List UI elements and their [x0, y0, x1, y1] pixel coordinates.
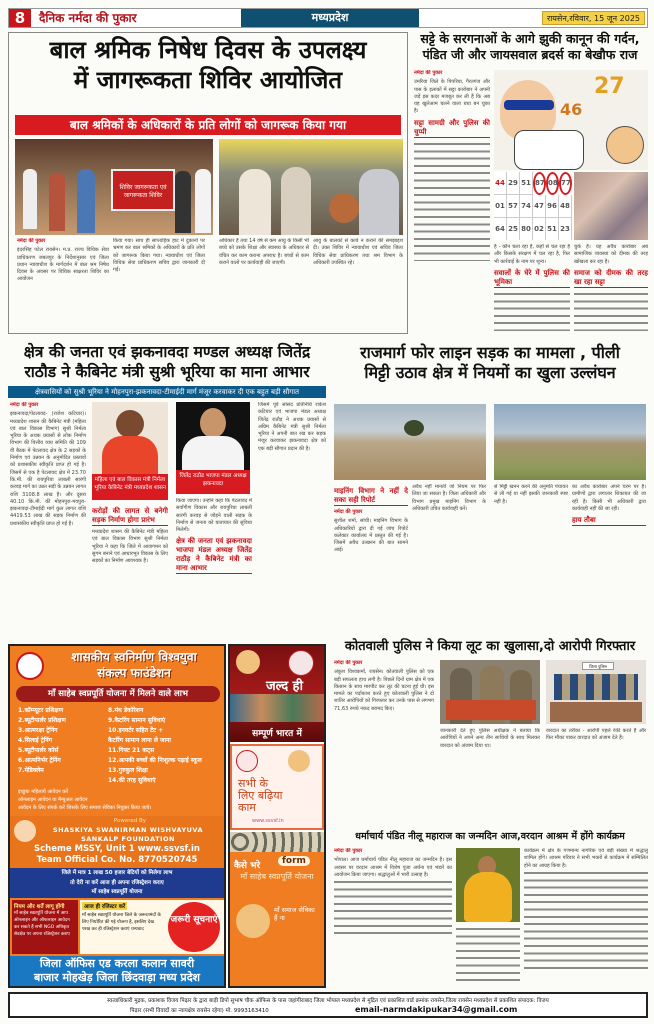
imprint-footer: [8, 992, 648, 1018]
story3-col3: किया जाएगा। उन्होंने कहा कि पेटलावद में सर्वांगीण विकास और रायपुरिया लाबली सारंगी करवड़ से जोड़ने वाली सड़क के निर्माण से जनता को यातायात की सुविधा मिलेगी। क्षेत्र की जनता एवं झकनावदा भाजपा मंडल अध्यक्ष जितेंद्र राठौड़ ने कैबिनेट मंत्री का माना आभार: [176, 498, 252, 573]
satta-number: 29: [507, 172, 520, 195]
police-sign: जिला पुलिस: [582, 662, 614, 670]
founder-portrait: [14, 820, 36, 842]
story4-col1: माइनिंग विभाग ने नहीं दे सका सही रिपोर्ट नर्मदा की पुकार सुशील शर्मा, सांची। माइनिंग विभाग के अधिकारियों द्वारा दी गई जांच रिपोर्ट कलेक्टर कार्यालय में प्रस्तुत की गई है। जिसमें अवैध उत्खनन की बात सामने आई।: [334, 487, 408, 554]
photo-minister: [92, 402, 168, 474]
headline-line1: क्षेत्र की जनता एवं झकनावदा मण्डल अध्यक्ष जितेंद्र: [23, 343, 311, 361]
official-phone: Team Official Co. No. 8770520745: [36, 855, 198, 865]
benefit-item: 14.की तरह सुविधाएं: [108, 777, 156, 784]
form-badge: form: [278, 856, 310, 866]
story1-col4: आयु के बालकों से कार्य न कराने की समझाइश दी। उक्त शिविर में न्यायाधीश एवं सचिव जिला विधिक सेवा प्राधिकरण तथा श्रम विभाग के अधिकारी उपस्थित रहे।: [313, 238, 403, 266]
satta-cartoon: [494, 70, 648, 170]
rules-box: नियम और शर्तें लागू होंगी माँ साहेब स्वप्नपूर्ति योजना में आप ऑनलाइन और ऑफलाइन आवेदन कर सकते हैं सभी NGO अधिकृत सेवक्षेत्र पर अपना रजिस्ट्रेशन कराए: [12, 900, 78, 954]
good-work-text: सभी के लिए बढ़िया काम: [238, 777, 283, 814]
story5-col3: वारदात का तरीका - आरोपी पहले रेकी करते हैं और फिर मौका पाकर वारदात को अंजाम देते हैं।: [546, 728, 646, 742]
story-highway-soil: [332, 342, 648, 632]
benefit-item: 2.ब्यूटीपार्लर प्रशिक्षण: [18, 717, 66, 724]
registration-banner: जिले में मात्र 1 लाख 50 हजार बेटियों को मिलेगा लाभ तो देरी ना करें आज ही अपना रजिस्ट्रेशन कराए माँ साहेब स्वप्नपूर्ति योजना: [10, 868, 224, 898]
headline-line2: मिट्टी उठाव क्षेत्र में नियमों का खुला उल्लंघन: [364, 363, 616, 382]
masthead: [8, 8, 648, 28]
ad-title-line2: संकल्प फाउंडेशन: [97, 666, 171, 680]
strap-line: बाल श्रमिकों के अधिकारों के प्रति लोगों को जागरूक किया गया: [15, 115, 401, 135]
how-to-fill-panel: [230, 832, 324, 986]
photo-excavation-site-2: [494, 404, 646, 480]
story2-col2: है - कौन चला रहा है, कहाँ से चल रहा है और किसके संरक्षण में चल रहा है, फिर भी कार्रवाई के नाम पर शून्य। सवालों के घेरे में पुलिस की भूमिका: [494, 244, 570, 334]
story-maharaj-birthday: [332, 832, 648, 988]
satta-number: 02: [533, 218, 546, 240]
register-box: आज ही रजिस्टर करें माँ साहेब स्वप्नपूर्ति योजना जिले के जरूरतमंदों के लिए निर्धारित की गई योजना है, इसलिए देख परख कर ही रजिस्ट्रेशन कराएं धन्यवाद जरूरी सूचनाएं: [80, 900, 224, 954]
benefit-item: कैटरिंग सामान लाना ले जाना: [108, 737, 171, 744]
date-badge: रायसेन,रविवार, 15 जून 2025: [542, 11, 645, 25]
story-road-approval: [8, 342, 326, 640]
satta-number: 74: [520, 195, 533, 218]
benefits-left-list: [18, 706, 104, 776]
side-advertisement: [228, 644, 326, 988]
satta-number: 64: [494, 218, 507, 240]
satta-number: 01: [494, 195, 507, 218]
story4-col2: अवैध नहीं मानती जो नियम पर फिर लिया जा सकता है। जिला अधिकारी और विभाग प्रमुख माइनिंग विभाग के अधिकारी उचित कार्यवाही करें।: [412, 484, 486, 512]
currency-notes-photo: [574, 172, 648, 240]
all-india-text: सम्पूर्ण भारत में: [252, 729, 302, 739]
imprint-line2: पिढ़ार (सभी विवादों का न्यायक्षेत्र रायसेन रहेगा) मो. 9993163410: [130, 1008, 269, 1014]
satta-number: 23: [559, 218, 572, 240]
benefits-heading: माँ साहेब स्वप्नपूर्ति योजना में मिलने वाले लाभ: [16, 686, 220, 702]
benefit-item: 9.कैटरिंग सामान सुविधाएं: [108, 717, 166, 724]
cartoon-number: 27: [594, 74, 625, 99]
photo-police-press: [440, 660, 540, 724]
benefit-item: 5.ब्यूटीपार्लर कोर्स: [18, 747, 59, 754]
satta-number: 96: [546, 195, 559, 218]
satta-number: 44: [494, 172, 507, 195]
portrait-icon: [236, 650, 260, 674]
urgent-notice-badge: जरूरी सूचनाएं: [168, 902, 220, 952]
mother-tagline: माँ समाज सेविका हैं ना: [274, 906, 315, 922]
ad-note: इच्छुक महिलायें आवेदन करें ऑनलाइन आवेदन या मैन्युअल आवेदन आवेदन के लिए संपर्क करें जिसके लिए समाज सेविका नियुक्त किया जाये।: [18, 789, 152, 811]
camp-banner: शिविर जागरूकता एवं जागरूकता शिविर: [111, 169, 175, 211]
how-to-fill-text: कैसे भरे: [234, 861, 261, 871]
soon-banner: [230, 646, 324, 742]
satta-number: 77: [559, 172, 572, 195]
satta-number: 87: [533, 172, 546, 195]
satta-number: 25: [507, 218, 520, 240]
benefit-item: 13.गुरुकुल शिक्षा: [108, 767, 148, 774]
headline-line2: पंडित जी और जायसवाल ब्रदर्स का बेखौफ राज: [422, 47, 638, 62]
benefit-item: 4.सिलाई ट्रेनिंग: [18, 737, 53, 744]
story-satta: [412, 32, 648, 334]
headline-line1: बाल श्रमिक निषेध दिवस के उपलक्ष्य: [49, 36, 367, 64]
story2-col3: चुके हैं। यह अवैध कारोबार अब सामाजिक व्यवस्था को दीमक की तरह खोखला कर रहा है। समाज को दीमक की तरह खा रहा सट्टा: [574, 244, 648, 334]
imprint-line1: स्वत्वाधिकारी मुद्रक, प्रकाशक विजय पिढ़ार के द्वारा बाड़ी डिपो सुभाष चौक ऑफिस के पास जहांगीराबाद जिला भोपाल मध्यप्रदेश से मुद्रित एवं प्रकाशित वार्ड क्रमांक रायसेन,जिला रायसेन मध्यप्रदेश से प्रकाशित संपादक: विजय: [107, 998, 549, 1004]
photo-caption: महिला एवं बाल विकास मंत्री निर्मला भूरिया कैबिनेट मंत्री मध्यप्रदेश शासन: [92, 474, 168, 500]
satta-number: 51: [520, 172, 533, 195]
story4-col4: का अवैध कारोबार अपने चरम पर है। ग्रामीणों द्वारा लगातार शिकायत की जा रही है। किसी भी अधिकारी द्वारा कार्यवाही नहीं की जा रही। हाय तौबा: [572, 484, 646, 525]
satta-number: 08: [546, 172, 559, 195]
foundation-english-block: Powered By SHASKIYA SWANIRMAN WISHVAYUVA SANKALP FOUNDATION Scheme MSSY, Unit 1 www.ssvsf.in Team Official Co. No. 8770520745: [10, 816, 224, 868]
website-text: www.ssvsf.in: [252, 818, 284, 824]
scheme-name: माँ साहेब स्वप्नपूर्ति योजना: [240, 872, 314, 881]
story4-col3: से मिट्टी खनन करने की अनुमति पंचायत से ली गई या नहीं इसकी जानकारी स्पष्ट नहीं है।: [494, 484, 568, 505]
headline: धर्माचार्य पंडित नीलू महाराज का जन्मदिन आज,वरदान आश्रम में होंगे कार्यक्रम: [355, 831, 625, 842]
benefit-item: 11.गिफ्ट 21 कट्स: [108, 747, 155, 754]
satta-grid: [494, 172, 572, 240]
benefit-item: 6.आत्मनिर्भर ट्रेनिंग: [18, 757, 61, 764]
satta-number: 57: [507, 195, 520, 218]
photo-mandal-president: [176, 402, 250, 470]
byline: नर्मदा की पुकार: [17, 238, 46, 244]
photo-accused: [546, 660, 646, 724]
story6-col3: कार्यक्रम में क्षेत्र के गणमान्य नागरिक एवं बड़ी संख्या में श्रद्धालु शामिल होंगे। आश्रम परिवार ने सभी भक्तों से कार्यक्रम में सम्मिलित होने का आग्रह किया है।: [524, 848, 648, 986]
photo-caption: जितेंद्र राठौड भाजपा मंडल अध्यक्ष झकनावदा: [176, 470, 250, 494]
ad-title-line1: शासकीय स्वनिर्माण विश्वयुवा: [71, 650, 197, 664]
headline-line2: में जागरूकता शिविर आयोजित: [73, 66, 343, 94]
story-child-labour: [8, 32, 408, 334]
email-link[interactable]: email-narmdakipukar34@gmail.com: [355, 1005, 518, 1014]
headline-line1: सट्टे के सरगनाओं के आगे झुकी कानून की गर्दन,: [420, 31, 640, 46]
foundation-logo-icon: [288, 650, 314, 676]
satta-number: 80: [520, 218, 533, 240]
satta-number: 51: [546, 218, 559, 240]
story6-col1: नर्मदा की पुकार भोपाल। आज धर्माचार्य पंडित नीलू महाराज का जन्मदिन है। इस अवसर पर वरदान आश्रम में विशेष पूजा अर्चना एवं भंडारे का आयोजन किया जाएगा। श्रद्धालुओं में भारी उत्साह है।: [334, 848, 452, 986]
story3-col2: करोड़ों की लागत से बनेगी सड़क निर्माण होगा प्रारंभ मध्यप्रदेश शासन की कैबिनेट मंत्री महिला एवं बाल विकास विभाग सुश्री निर्मला भूरिया ने कहा कि जिले में आवागमन को सुगम बनाने एवं आधारभूत विकास के लिए सड़कों का निर्माण आवश्यक है।: [92, 507, 168, 565]
benefit-item: 10.इनवर्टर सहित टेंट +: [108, 727, 164, 734]
story6-col2: [456, 926, 520, 986]
story1-col1: नर्मदा की पुकार इंदरसिंह पटेल रायसेन। म.प्र. राज्य विधिक सेवा प्राधिकरण जबलपुर के निर्देशानुसार एवं जिला प्रधान न्यायाधीश के मार्गदर्शन में बाल श्रम निषेध दिवस के अवसर पर विधिक साक्षरता शिविर का आयोजन: [17, 238, 109, 283]
story1-col2: किया गया। साथ ही साप्ताहिक हाट में दुकानों पर भ्रमण कर बाल श्रमिकों के अधिकारों के प्रति लोगों को जागरूक किया गया। न्यायाधीश एवं जिला विधिक सेवा प्राधिकरण सचिव द्वारा जानकारी दी गई।: [113, 238, 205, 274]
office-address: जिला ऑफिस एड करला कलान सावरी बाजार मोहखेड़ जिला छिंदवाड़ा मध्य प्रदेश: [10, 956, 224, 986]
foundation-logo-icon: [236, 750, 258, 772]
satta-number: 47: [533, 195, 546, 218]
page-number: 8: [9, 9, 31, 27]
strap-line: क्षेत्रवासियों को सुश्री भूरिया ने मोहनपुरा-झकनावदा-टीमाईदी मार्ग मंजूर करवाकर दी एक बहुत बड़ी सौगात: [8, 386, 326, 398]
headline-line2: राठौड ने कैबिनेट मंत्री सुश्री भूरिया का माना आभार: [24, 363, 310, 381]
story3-col4: जिसमें पूर्व सांसद प्रतिनिधि राकेश कटियार एवं भाजपा मंडल अध्यक्ष जितेंद्र राठौड़ ने अथक प्रयासों से अग्रिम कैबिनेट मंत्री सुश्री निर्मला भूरिया ने अपनी बात रख कर सड़क मंजूर करवाकर झकनावदा क्षेत्र को एक बड़ी सौगात प्रदान की है।: [258, 402, 326, 452]
scheme-line: Scheme MSSY, Unit 1 www.ssvsf.in: [34, 844, 200, 854]
story3-col1: नर्मदा की पुकार झकनावदा/पेटलावद- (राजेश कटियार)। मध्यप्रदेश शासन की कैबिनेट मंत्री (महिला एवं बाल विकास विभाग) सुश्री निर्मला भूरिया के अथक प्रयासों से लोक निर्माण विभाग की वित्तीय व्यय समिति की 109 वीं बैठक में पेटलावद क्षेत्र के 2 सड़कों के निर्माण एवं उन्नयन के अनुमोदित प्रस्तावों को प्रशासकीय स्वीकृति प्राप्त हो गई है। जिसमें से एक है पेटलावद क्षेत्र में 23.70 कि.मी. की रायपुरिया लाबली सारंगी करवड़ मार्ग का उन्नत सड़ी के उन्नयन लागत राशि 3108.8 लाख है। और दूसरा 40.10 कि.मी. की मोहनपुरा-मवपुरा-झकनावदा-टीमाईदी मार्ग कुल लागत राशि 4419.53 लाख की सड़क निर्माण की प्रशासकीय स्वीकृति प्राप्त हो गई है।: [10, 402, 86, 527]
soon-text: जल्द ही: [266, 679, 303, 694]
benefit-item: 3.आत्मरक्षा ट्रेनिंग: [18, 727, 58, 734]
story5-col1: नर्मदा की पुकार अंकुश विश्वकर्मा, रायसेन। कोतवाली पुलिस को एक बड़ी सफलता हाथ लगी है। पिछले दिनों ग्राम क्षेत्र में एक किसान के साथ मारपीट कर लूट की घटना हुई थी। इस मामले का पर्दाफाश करते हुए कोतवाली पुलिस ने दो शातिर आरोपियों को गिरफ्तार कर उनके पास से लगभग 71,63 रुपये नकद बरामद किए।: [334, 660, 434, 712]
story-police-robbery: [332, 638, 648, 828]
portrait-icon: [288, 750, 310, 772]
photo-market-visit: [219, 139, 403, 235]
foundation-logo-icon: [16, 652, 44, 680]
headline: कोतवाली पुलिस ने किया लूट का खुलासा,दो आरोपी गिरफ्तार: [344, 639, 636, 654]
photo-excavation-site-1: [334, 404, 486, 480]
benefit-item: 12.आपकी बच्चों की निःशुल्क पढ़ाई स्कूल: [108, 757, 202, 764]
benefits-right-list: [108, 706, 224, 786]
benefit-item: 8.मंथ डेकोरेशन: [108, 707, 144, 714]
photo-maharaj: [456, 848, 520, 922]
portrait-icon: [236, 904, 270, 938]
good-work-panel: [230, 744, 324, 830]
story2-col1: नर्मदा की पुकार उमरिया जिले के पिपरिया, गैरतगंज और पास के इलाकों में सट्टा कारोबार ने अपनी जड़ें इस कदर मजबूत कर ली हैं कि अब यह खुलेआम चलने वाला धंधा बन चुका है। सट्टा सामग्री और पुलिस की चुप्पी: [414, 70, 490, 334]
paper-name: दैनिक नर्मदा की पुकार: [39, 11, 137, 25]
benefit-item: 1.कॉम्प्यूटर प्रशिक्षण: [18, 707, 64, 714]
headline-line1: राजमार्ग फोर लाइन सड़क का मामला , पीली: [360, 343, 620, 362]
benefit-item: 7.मेडिक्लेम: [18, 767, 44, 774]
story1-col3: अधिकार है तथा 14 वर्ष से कम आयु के किसी भी बच्चे को उसके शिक्षा और स्वास्थ्य के अधिकार से वंचित कर काम कराना अपराध है। बच्चों से काम कराने वालों पर कार्यवाही की जाएगी।: [219, 238, 309, 266]
satta-number: 48: [559, 195, 572, 218]
section-label: मध्यप्रदेश: [241, 9, 419, 27]
photo-camp-banner: [15, 139, 213, 235]
cartoon-number: 46: [560, 100, 583, 119]
foundation-advertisement: [8, 644, 226, 988]
story5-col2: जानकारी देते हुए पुलिस अधीक्षक ने बताया कि आरोपियों ने अपने अन्य तीन साथियों के साथ मिलकर वारदात को अंजाम दिया था।: [440, 728, 540, 749]
